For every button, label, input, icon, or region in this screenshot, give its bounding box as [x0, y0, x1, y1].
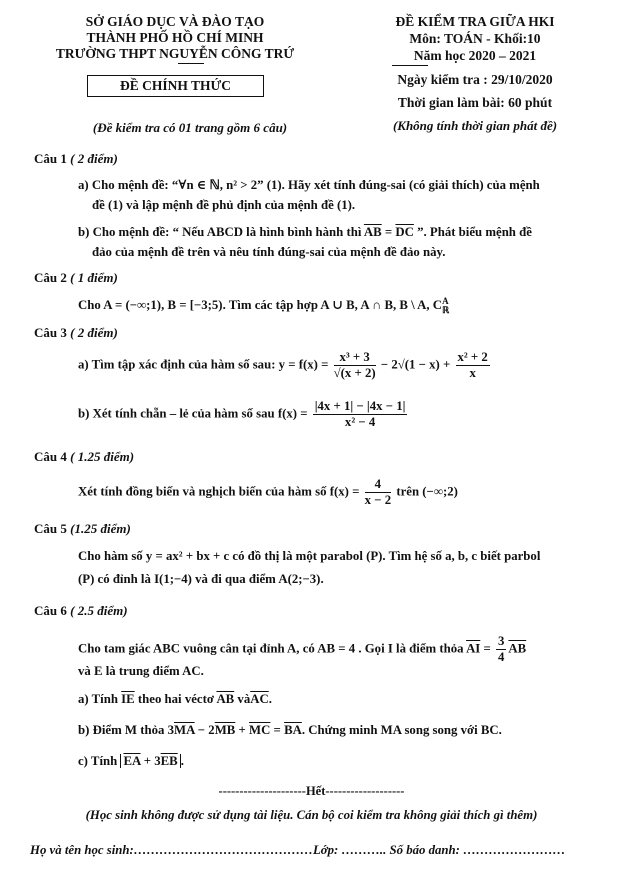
- fraction-4-numerator: 4: [365, 477, 392, 493]
- complement-subscript: ℝ: [442, 305, 450, 316]
- subject-grade: Môn: TOÁN - Khối:10: [409, 31, 541, 46]
- vector-ba: $\overline{BA}$: [284, 723, 302, 737]
- question-1a-line-1: Cho mệnh đề: “∀n ∈ ℕ, n² > 2” (1). Hãy xét tính đúng-sai (có giải thích) của mệnh: [91, 178, 540, 192]
- question-4-fx: f(x) =: [329, 484, 360, 499]
- school-underline: [178, 63, 204, 64]
- fraction-2-numerator: x² + 2: [457, 350, 488, 364]
- question-3b-text: Xét tính chẵn – lẻ của hàm số sau: [92, 406, 275, 421]
- fraction-1: [334, 350, 376, 381]
- question-1b-line-2: đảo của mệnh đề trên và nêu tính đúng-sai của mệnh đề đảo này.: [92, 245, 446, 259]
- question-4-interval: trên (−∞;2): [396, 484, 458, 499]
- question-5-label: Câu 5: [34, 521, 67, 536]
- question-3a-text: Tìm tập xác định của hàm số sau:: [91, 357, 276, 372]
- question-1b-text-b: ”. Phát biểu mệnh đề: [413, 225, 532, 239]
- vector-ab: $\overline{AB}$: [363, 225, 382, 239]
- question-1a-line-2: đề (1) và lập mệnh đề phủ định của mệnh đề (1).: [92, 198, 356, 212]
- exam-duration: Thời gian làm bài: 60 phút: [397, 95, 553, 110]
- question-6-equals: =: [480, 641, 494, 656]
- question-6c-label: c): [78, 754, 88, 768]
- question-1a-label: a): [78, 178, 89, 192]
- vector-mc: $\overline{MC}$: [249, 723, 271, 737]
- question-6-intro-2: và E là trung điểm AC.: [78, 664, 204, 678]
- school-year-underline: [392, 65, 428, 66]
- fraction-4: [365, 477, 392, 508]
- student-info-line: Họ và tên học sinh:……………………………………Lớp: ……….. Số báo danh: ……………………: [30, 843, 566, 857]
- exam-title: ĐỀ KIỂM TRA GIỮA HKI: [395, 14, 555, 29]
- question-6b-equals: =: [270, 723, 285, 737]
- question-6a-text-2: theo hai véctơ: [137, 692, 214, 706]
- vector-eb: $\overline{EB}$: [160, 754, 178, 768]
- question-6a: [78, 690, 272, 709]
- end-marker: ---------------------Hết-------------------: [218, 784, 405, 798]
- question-1b-text-a: Cho mệnh đề: “ Nếu ABCD là hình bình hành thì: [92, 225, 364, 239]
- question-3-title: [34, 325, 118, 341]
- question-1-points: ( 2 điểm): [70, 151, 118, 166]
- question-2-label: Câu 2: [34, 270, 67, 285]
- question-6b-text-2: . Chứng minh MA song song với BC.: [301, 723, 502, 737]
- question-6b-text-1: Điểm M thỏa 3: [92, 723, 174, 737]
- question-1-title: [34, 151, 118, 167]
- fraction-1-numerator: x³ + 3: [334, 350, 376, 366]
- duration-note: (Không tính thời gian phát đề): [392, 118, 558, 133]
- vector-ea: $\overline{EA}$: [123, 754, 141, 768]
- fraction-4-denominator: x − 2: [364, 493, 392, 507]
- exam-date: Ngày kiểm tra : 29/10/2020: [397, 72, 553, 87]
- question-3-points: ( 2 điểm): [70, 325, 118, 340]
- question-4-title: [34, 449, 134, 465]
- question-3b: [78, 399, 409, 430]
- question-1b: [78, 223, 532, 242]
- question-2-points: ( 1 điểm): [70, 270, 118, 285]
- equals-sign: =: [381, 225, 396, 239]
- question-1-label: Câu 1: [34, 151, 67, 166]
- vector-norm: [120, 754, 180, 768]
- fraction-5-denominator: 4: [498, 650, 505, 664]
- city-name: THÀNH PHỐ HỒ CHÍ MINH: [86, 30, 264, 45]
- question-6b-label: b): [78, 723, 90, 737]
- fraction-3-numerator: |4x + 1| − |4x − 1|: [314, 399, 406, 413]
- fraction-2: [456, 350, 490, 381]
- footer-note: (Học sinh không được sử dụng tài liệu. Cán bộ coi kiểm tra không giải thích gì thêm): [85, 808, 538, 822]
- school-year: Năm học 2020 – 2021: [413, 48, 537, 63]
- question-6a-and: và: [237, 692, 251, 706]
- question-4-text: [78, 477, 458, 508]
- vector-ab-2: $\overline{AB}$: [508, 641, 527, 656]
- vector-ab-3: $\overline{AB}$: [216, 692, 235, 706]
- question-4-label: Câu 4: [34, 449, 67, 464]
- question-6a-label: a): [78, 692, 89, 706]
- question-3a: [78, 350, 492, 381]
- question-3-label: Câu 3: [34, 325, 67, 340]
- vector-dc: $\overline{DC}$: [395, 225, 414, 239]
- question-6a-text-1: Tính: [91, 692, 118, 706]
- fraction-2-denominator: x: [469, 366, 476, 380]
- complement-superscript: A: [442, 296, 449, 307]
- question-1a: [78, 176, 540, 195]
- question-3b-fx: f(x) =: [277, 406, 308, 421]
- question-6-intro-text: Cho tam giác ABC vuông cân tại đỉnh A, có AB = 4 . Gọi I là điểm thỏa: [78, 641, 464, 656]
- vector-ma: $\overline{MA}$: [173, 723, 195, 737]
- question-6c-end: .: [180, 754, 184, 768]
- question-6c-plus: + 3: [140, 754, 161, 768]
- school-name: TRƯỜNG THPT NGUYỄN CÔNG TRỨ: [55, 46, 295, 61]
- fraction-5: [496, 634, 506, 665]
- vector-ie: $\overline{IE}$: [121, 692, 135, 706]
- question-6b-minus: − 2: [194, 723, 215, 737]
- question-5-line-1: Cho hàm số y = ax² + bx + c có đồ thị là một parabol (P). Tìm hệ số a, b, c biết parbol: [78, 549, 541, 563]
- question-6b-plus: +: [235, 723, 250, 737]
- question-2-title: [34, 270, 118, 286]
- vector-ai: $\overline{AI}$: [466, 641, 481, 656]
- question-3a-middle: − 2√(1 − x) +: [380, 357, 451, 372]
- fraction-3: [313, 399, 408, 430]
- question-3b-label: b): [78, 406, 90, 421]
- question-6-intro: [78, 634, 526, 665]
- question-6b: [78, 721, 502, 740]
- fraction-5-numerator: 3: [498, 634, 505, 648]
- question-3a-y: y = f(x) =: [278, 357, 329, 372]
- question-4-statement: Xét tính đồng biến và nghịch biến của hàm số: [78, 484, 327, 499]
- question-6-title: [34, 603, 128, 619]
- question-6a-end: .: [268, 692, 272, 706]
- exam-page-note: (Đề kiểm tra có 01 trang gồm 6 câu): [92, 120, 288, 135]
- question-2-text: [78, 296, 449, 315]
- question-6c: [78, 752, 184, 771]
- complement-notation: [442, 297, 449, 315]
- question-6c-text: Tính: [90, 754, 118, 768]
- vector-ac: $\overline{AC}$: [250, 692, 269, 706]
- fraction-1-denominator: √(x + 2): [333, 366, 376, 380]
- question-5-title: [34, 521, 131, 537]
- official-exam-box: ĐỀ CHÍNH THỨC: [87, 75, 264, 97]
- department-name: SỞ GIÁO DỤC VÀ ĐÀO TẠO: [85, 14, 265, 29]
- question-5-line-2: (P) có đỉnh là I(1;−4) và đi qua điểm A(2;−3).: [78, 572, 324, 586]
- question-6-points: ( 2.5 điểm): [70, 603, 128, 618]
- question-3a-label: a): [78, 357, 89, 372]
- question-4-points: ( 1.25 điểm): [70, 449, 135, 464]
- question-6-label: Câu 6: [34, 603, 67, 618]
- question-2-sets: Cho A = (−∞;1), B = [−3;5). Tìm các tập hợp A ∪ B, A ∩ B, B \ A, C: [78, 298, 443, 312]
- vector-mb: $\overline{MB}$: [214, 723, 236, 737]
- question-5-points: (1.25 điểm): [70, 521, 131, 536]
- fraction-3-denominator: x² − 4: [344, 415, 376, 429]
- question-1b-label: b): [78, 225, 90, 239]
